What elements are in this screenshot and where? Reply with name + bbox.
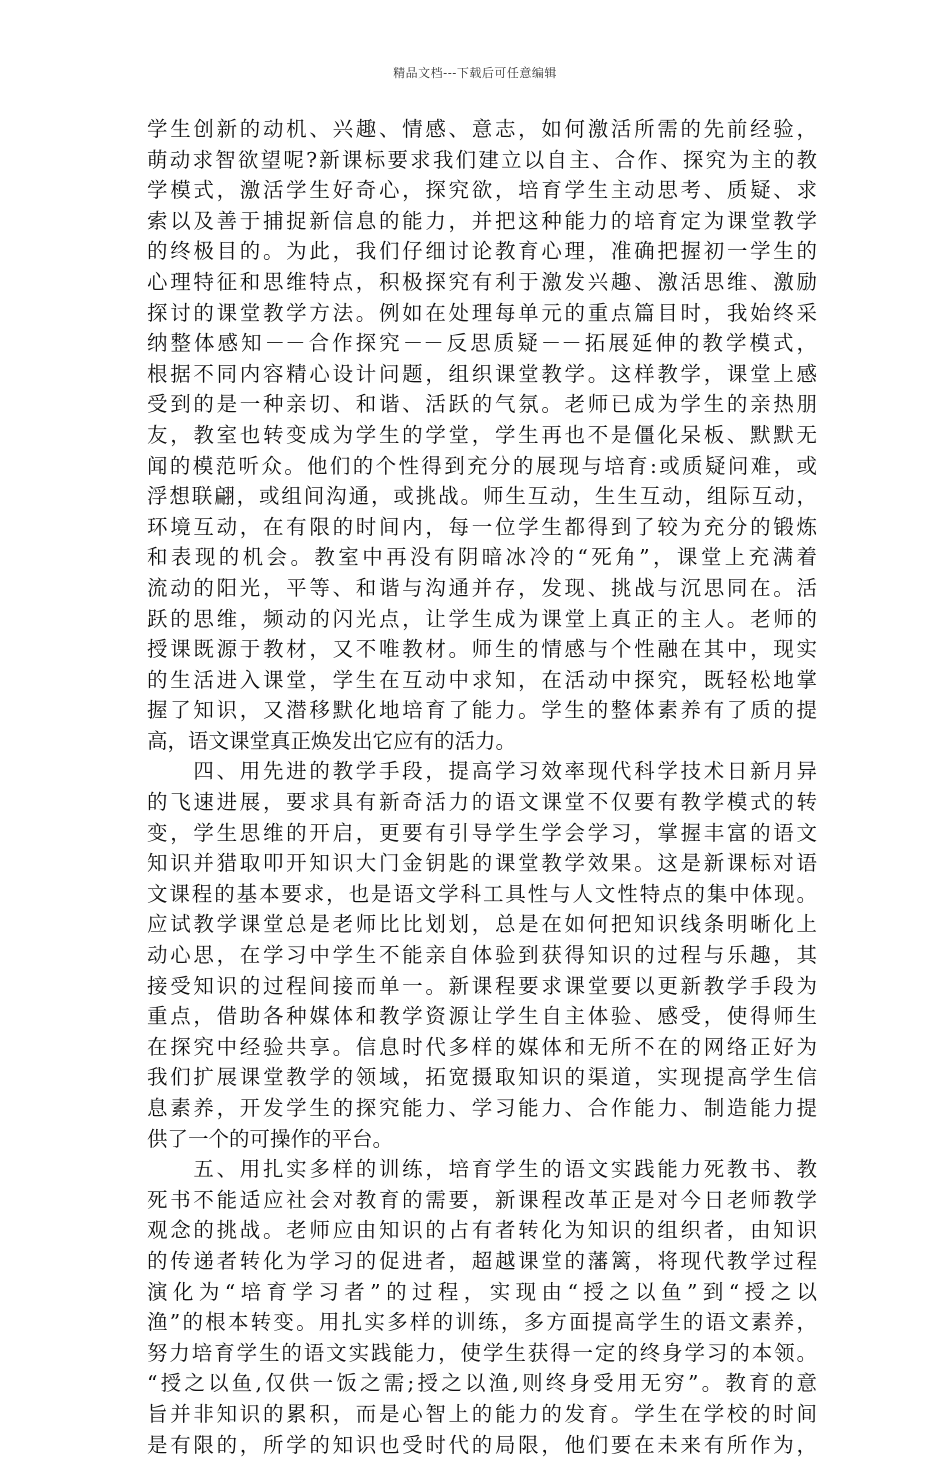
text-line: 死书不能适应社会对教育的需要，新课程改革正是对今日老师教学 [147, 1187, 817, 1212]
text-line: 渔”的根本转变。用扎实多样的训练，多方面提高学生的语文素养， [147, 1310, 817, 1335]
text-line: 在探究中经验共享。信息时代多样的媒体和无所不在的网络正好为 [147, 1034, 817, 1059]
text-line: 和表现的机会。教室中再没有阴暗冰冷的“死角”，课堂上充满着 [147, 545, 817, 570]
text-line: 学模式，激活学生好奇心，探究欲，培育学生主动思考、质疑、求 [147, 178, 817, 203]
text-line: 握了知识，又潜移默化地培育了能力。学生的整体素养有了质的提 [147, 698, 817, 723]
paragraph-end-line: 高，语文课堂真正焕发出它应有的活力。 [147, 728, 516, 753]
page-header: 精品文档---下载后可任意编辑 [393, 66, 557, 80]
text-line: 索以及善于捕捉新信息的能力，并把这种能力的培育定为课堂教学 [147, 208, 817, 233]
text-line: 萌动求智欲望呢?新课标要求我们建立以自主、合作、探究为主的教 [147, 147, 817, 172]
text-line: 我们扩展课堂教学的领域，拓宽摄取知识的渠道，实现提高学生信 [147, 1065, 817, 1090]
text-line: 授课既源于教材，又不唯教材。师生的情感与个性融在其中，现实 [147, 637, 817, 662]
text-line: 流动的阳光，平等、和谐与沟通并存，发现、挑战与沉思同在。活 [147, 575, 817, 600]
text-line: 受到的是一种亲切、和谐、活跃的气氛。老师已成为学生的亲热朋 [147, 392, 817, 417]
text-line: 的终极目的。为此，我们仔细讨论教育心理，准确把握初一学生的 [147, 239, 817, 264]
text-line: 动心思，在学习中学生不能亲自体验到获得知识的过程与乐趣，其 [147, 943, 817, 968]
text-line: 浮想联翩，或组间沟通，或挑战。师生互动，生生互动，组际互动， [147, 484, 817, 509]
text-line: 的飞速进展，要求具有新奇活力的语文课堂不仅要有教学模式的转 [147, 790, 817, 815]
text-line: 旨并非知识的累积，而是心智上的能力的发育。学生在学校的时间 [147, 1401, 817, 1426]
paragraph-end-line: 供了一个的可操作的平台。 [147, 1126, 393, 1151]
text-line: 是有限的，所学的知识也受时代的局限，他们要在未来有所作为， [147, 1432, 817, 1457]
text-line: 学生创新的动机、兴趣、情感、意志，如何激活所需的先前经验， [147, 117, 817, 141]
text-line: 重点，借助各种媒体和教学资源让学生自主体验、感受，使得师生 [147, 1004, 817, 1029]
text-line: 演化为“培育学习者”的过程，实现由“授之以鱼”到“授之以 [147, 1279, 817, 1304]
text-line: 息素养，开发学生的探究能力、学习能力、合作能力、制造能力提 [147, 1096, 817, 1120]
text-line: 根据不同内容精心设计问题，组织课堂教学。这样教学，课堂上感 [147, 361, 817, 386]
text-line: “授之以鱼,仅供一饭之需;授之以渔,则终身受用无穷”。教育的意 [147, 1371, 817, 1396]
text-line: 的生活进入课堂，学生在互动中求知，在活动中探究，既轻松地掌 [147, 667, 817, 692]
text-line: 环境互动，在有限的时间内，每一位学生都得到了较为充分的锻炼 [147, 514, 817, 539]
text-line: 纳整体感知－－合作探究－－反思质疑－－拓展延伸的教学模式， [147, 331, 817, 356]
paragraph-start-line: 四、用先进的教学手段，提高学习效率现代科学技术日新月异 [147, 759, 817, 784]
text-line: 友，教室也转变成为学生的学堂，学生再也不是僵化呆板、默默无 [147, 422, 817, 447]
text-line: 探讨的课堂教学方法。例如在处理每单元的重点篇目时，我始终采 [147, 300, 817, 325]
document-body [147, 114, 817, 1460]
text-line: 应试教学课堂总是老师比比划划，总是在如何把知识线条明晰化上 [147, 912, 817, 937]
paragraph-start-line: 五、用扎实多样的训练，培育学生的语文实践能力死教书、教 [147, 1157, 817, 1182]
text-line: 观念的挑战。老师应由知识的占有者转化为知识的组织者，由知识 [147, 1218, 817, 1243]
text-line: 闻的模范听众。他们的个性得到充分的展现与培育:或质疑问难，或 [147, 453, 817, 478]
text-line: 努力培育学生的语文实践能力，使学生获得一定的终身学习的本领。 [147, 1340, 817, 1365]
text-line: 跃的思维，频动的闪光点，让学生成为课堂上真正的主人。老师的 [147, 606, 817, 631]
text-line: 心理特征和思维特点，积极探究有利于激发兴趣、激活思维、激励 [147, 269, 817, 294]
text-line: 文课程的基本要求，也是语文学科工具性与人文性特点的集中体现。 [147, 881, 817, 906]
text-line: 知识并猎取叩开知识大门金钥匙的课堂教学效果。这是新课标对语 [147, 851, 817, 876]
text-line: 变，学生思维的开启，更要有引导学生学会学习，掌握丰富的语文 [147, 820, 817, 845]
text-line: 接受知识的过程间接而单一。新课程要求课堂要以更新教学手段为 [147, 973, 817, 998]
text-line: 的传递者转化为学习的促进者，超越课堂的藩篱，将现代教学过程 [147, 1248, 817, 1273]
